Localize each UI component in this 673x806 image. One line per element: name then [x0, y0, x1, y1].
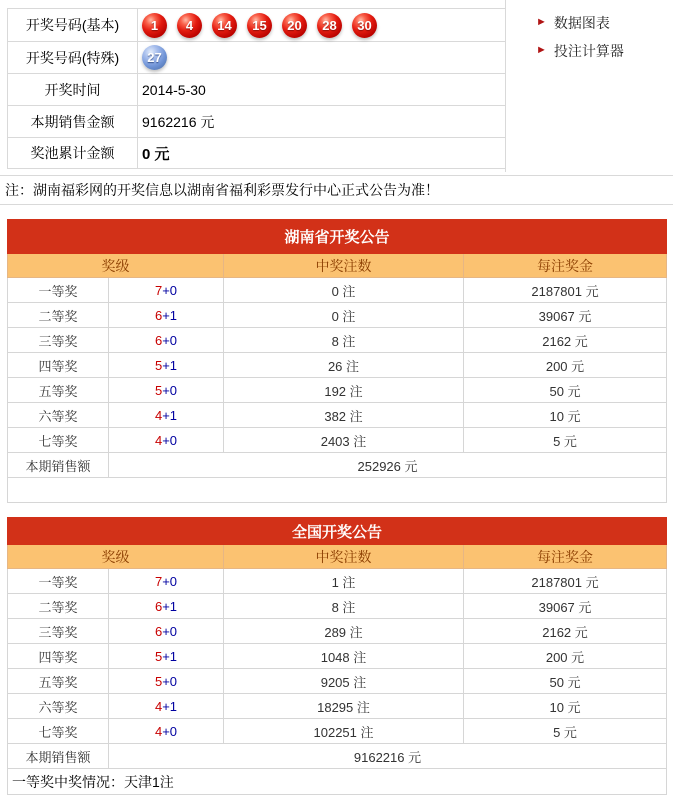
national-table-title: 全国开奖公告	[8, 518, 667, 545]
winner-count: 382 注	[224, 403, 464, 428]
table-row	[8, 594, 667, 619]
table-row	[8, 644, 667, 669]
table-row	[8, 428, 667, 453]
table-row	[8, 694, 667, 719]
prize-amount: 39067 元	[464, 594, 667, 619]
column-header-level: 奖级	[8, 545, 224, 569]
prize-combo: 5+1	[109, 644, 224, 669]
special-number-row	[8, 42, 506, 74]
lottery-ball-basic: 20	[282, 13, 307, 38]
table-row	[8, 378, 667, 403]
prize-amount: 2187801 元	[464, 569, 667, 594]
column-header-count: 中奖注数	[224, 254, 464, 278]
prize-amount: 5 元	[464, 719, 667, 744]
prize-level: 一等奖	[8, 278, 109, 303]
table-row	[8, 328, 667, 353]
prize-combo: 5+1	[109, 353, 224, 378]
data-charts-link[interactable]	[536, 13, 624, 32]
prize-amount: 2187801 元	[464, 278, 667, 303]
table-row	[8, 403, 667, 428]
sales-amount-row	[8, 106, 506, 138]
lottery-ball-basic: 14	[212, 13, 237, 38]
first-prize-winners-note: 一等奖中奖情况：天津1注	[8, 769, 667, 795]
prize-level: 六等奖	[8, 403, 109, 428]
prize-level: 七等奖	[8, 428, 109, 453]
prize-combo: 4+0	[109, 428, 224, 453]
jackpot-label: 奖池累计金额	[8, 138, 138, 169]
hunan-prize-table	[7, 219, 667, 503]
sales-amount-value: 9162216 元	[138, 106, 506, 138]
panel-divider	[505, 0, 506, 172]
table-row	[8, 303, 667, 328]
jackpot-row	[8, 138, 506, 169]
prize-level: 三等奖	[8, 619, 109, 644]
prize-combo: 4+1	[109, 694, 224, 719]
hunan-table-header-row	[8, 254, 667, 278]
prize-level: 六等奖	[8, 694, 109, 719]
basic-numbers-label: 开奖号码(基本)	[8, 9, 138, 42]
lottery-ball-basic: 4	[177, 13, 202, 38]
column-header-count: 中奖注数	[224, 545, 464, 569]
table-row	[8, 278, 667, 303]
prize-level: 二等奖	[8, 303, 109, 328]
lottery-ball-basic: 30	[352, 13, 377, 38]
first-prize-winners-row	[8, 769, 667, 795]
sales-total-label: 本期销售额	[8, 744, 109, 769]
winner-count: 18295 注	[224, 694, 464, 719]
bet-calculator-link-label: 投注计算器	[553, 42, 624, 59]
draw-time-row	[8, 74, 506, 106]
prize-combo: 6+0	[109, 619, 224, 644]
winner-count: 1 注	[224, 569, 464, 594]
table-row	[8, 719, 667, 744]
winner-count: 0 注	[224, 278, 464, 303]
special-number-label: 开奖号码(特殊)	[8, 42, 138, 74]
national-table-header-row	[8, 545, 667, 569]
prize-level: 一等奖	[8, 569, 109, 594]
winner-count: 8 注	[224, 594, 464, 619]
column-header-prize: 每注奖金	[464, 545, 667, 569]
sales-total-value: 252926 元	[109, 453, 667, 478]
jackpot-value: 0 元	[138, 138, 506, 169]
triangle-bullet-icon: ►	[536, 44, 547, 56]
national-prize-table	[7, 517, 667, 795]
disclaimer-note: 注：湖南福彩网的开奖信息以湖南省福利彩票发行中心正式公告为准！	[0, 175, 673, 205]
prize-amount: 2162 元	[464, 619, 667, 644]
lottery-ball-special: 27	[142, 45, 167, 70]
prize-level: 三等奖	[8, 328, 109, 353]
winner-count: 192 注	[224, 378, 464, 403]
prize-amount: 50 元	[464, 669, 667, 694]
prize-combo: 6+1	[109, 303, 224, 328]
prize-combo: 6+0	[109, 328, 224, 353]
prize-amount: 2162 元	[464, 328, 667, 353]
hunan-table-title: 湖南省开奖公告	[8, 220, 667, 254]
prize-combo: 7+0	[109, 278, 224, 303]
table-row	[8, 569, 667, 594]
column-header-level: 奖级	[8, 254, 224, 278]
draw-info-section	[0, 0, 673, 172]
prize-amount: 10 元	[464, 403, 667, 428]
prize-combo: 4+1	[109, 403, 224, 428]
draw-info-table	[7, 8, 505, 169]
winner-count: 289 注	[224, 619, 464, 644]
prize-level: 七等奖	[8, 719, 109, 744]
lottery-ball-basic: 15	[247, 13, 272, 38]
prize-amount: 39067 元	[464, 303, 667, 328]
draw-time-value: 2014-5-30	[138, 74, 506, 106]
lottery-ball-basic: 1	[142, 13, 167, 38]
winner-count: 1048 注	[224, 644, 464, 669]
table-row	[8, 353, 667, 378]
prize-level: 二等奖	[8, 594, 109, 619]
prize-combo: 6+1	[109, 594, 224, 619]
data-charts-link-label: 数据图表	[553, 14, 610, 31]
empty-row	[8, 478, 667, 503]
lottery-ball-basic: 28	[317, 13, 342, 38]
prize-amount: 10 元	[464, 694, 667, 719]
hunan-table-title-row	[8, 220, 667, 254]
prize-combo: 5+0	[109, 669, 224, 694]
column-header-prize: 每注奖金	[464, 254, 667, 278]
prize-amount: 5 元	[464, 428, 667, 453]
winner-count: 0 注	[224, 303, 464, 328]
basic-numbers-row	[8, 9, 506, 42]
sales-total-row	[8, 453, 667, 478]
basic-number-balls	[142, 13, 505, 38]
prize-level: 五等奖	[8, 669, 109, 694]
prize-combo: 7+0	[109, 569, 224, 594]
prize-combo: 4+0	[109, 719, 224, 744]
winner-count: 9205 注	[224, 669, 464, 694]
prize-amount: 200 元	[464, 353, 667, 378]
prize-level: 四等奖	[8, 644, 109, 669]
winner-count: 2403 注	[224, 428, 464, 453]
prize-amount: 200 元	[464, 644, 667, 669]
table-row	[8, 619, 667, 644]
winner-count: 8 注	[224, 328, 464, 353]
prize-amount: 50 元	[464, 378, 667, 403]
draw-time-label: 开奖时间	[8, 74, 138, 106]
prize-level: 五等奖	[8, 378, 109, 403]
winner-count: 102251 注	[224, 719, 464, 744]
sales-total-value: 9162216 元	[109, 744, 667, 769]
side-links	[536, 13, 624, 69]
table-row	[8, 669, 667, 694]
bet-calculator-link[interactable]	[536, 41, 624, 60]
prize-level: 四等奖	[8, 353, 109, 378]
triangle-bullet-icon: ►	[536, 16, 547, 28]
sales-amount-label: 本期销售金额	[8, 106, 138, 138]
sales-total-label: 本期销售额	[8, 453, 109, 478]
winner-count: 26 注	[224, 353, 464, 378]
national-table-title-row	[8, 518, 667, 545]
sales-total-row	[8, 744, 667, 769]
prize-combo: 5+0	[109, 378, 224, 403]
